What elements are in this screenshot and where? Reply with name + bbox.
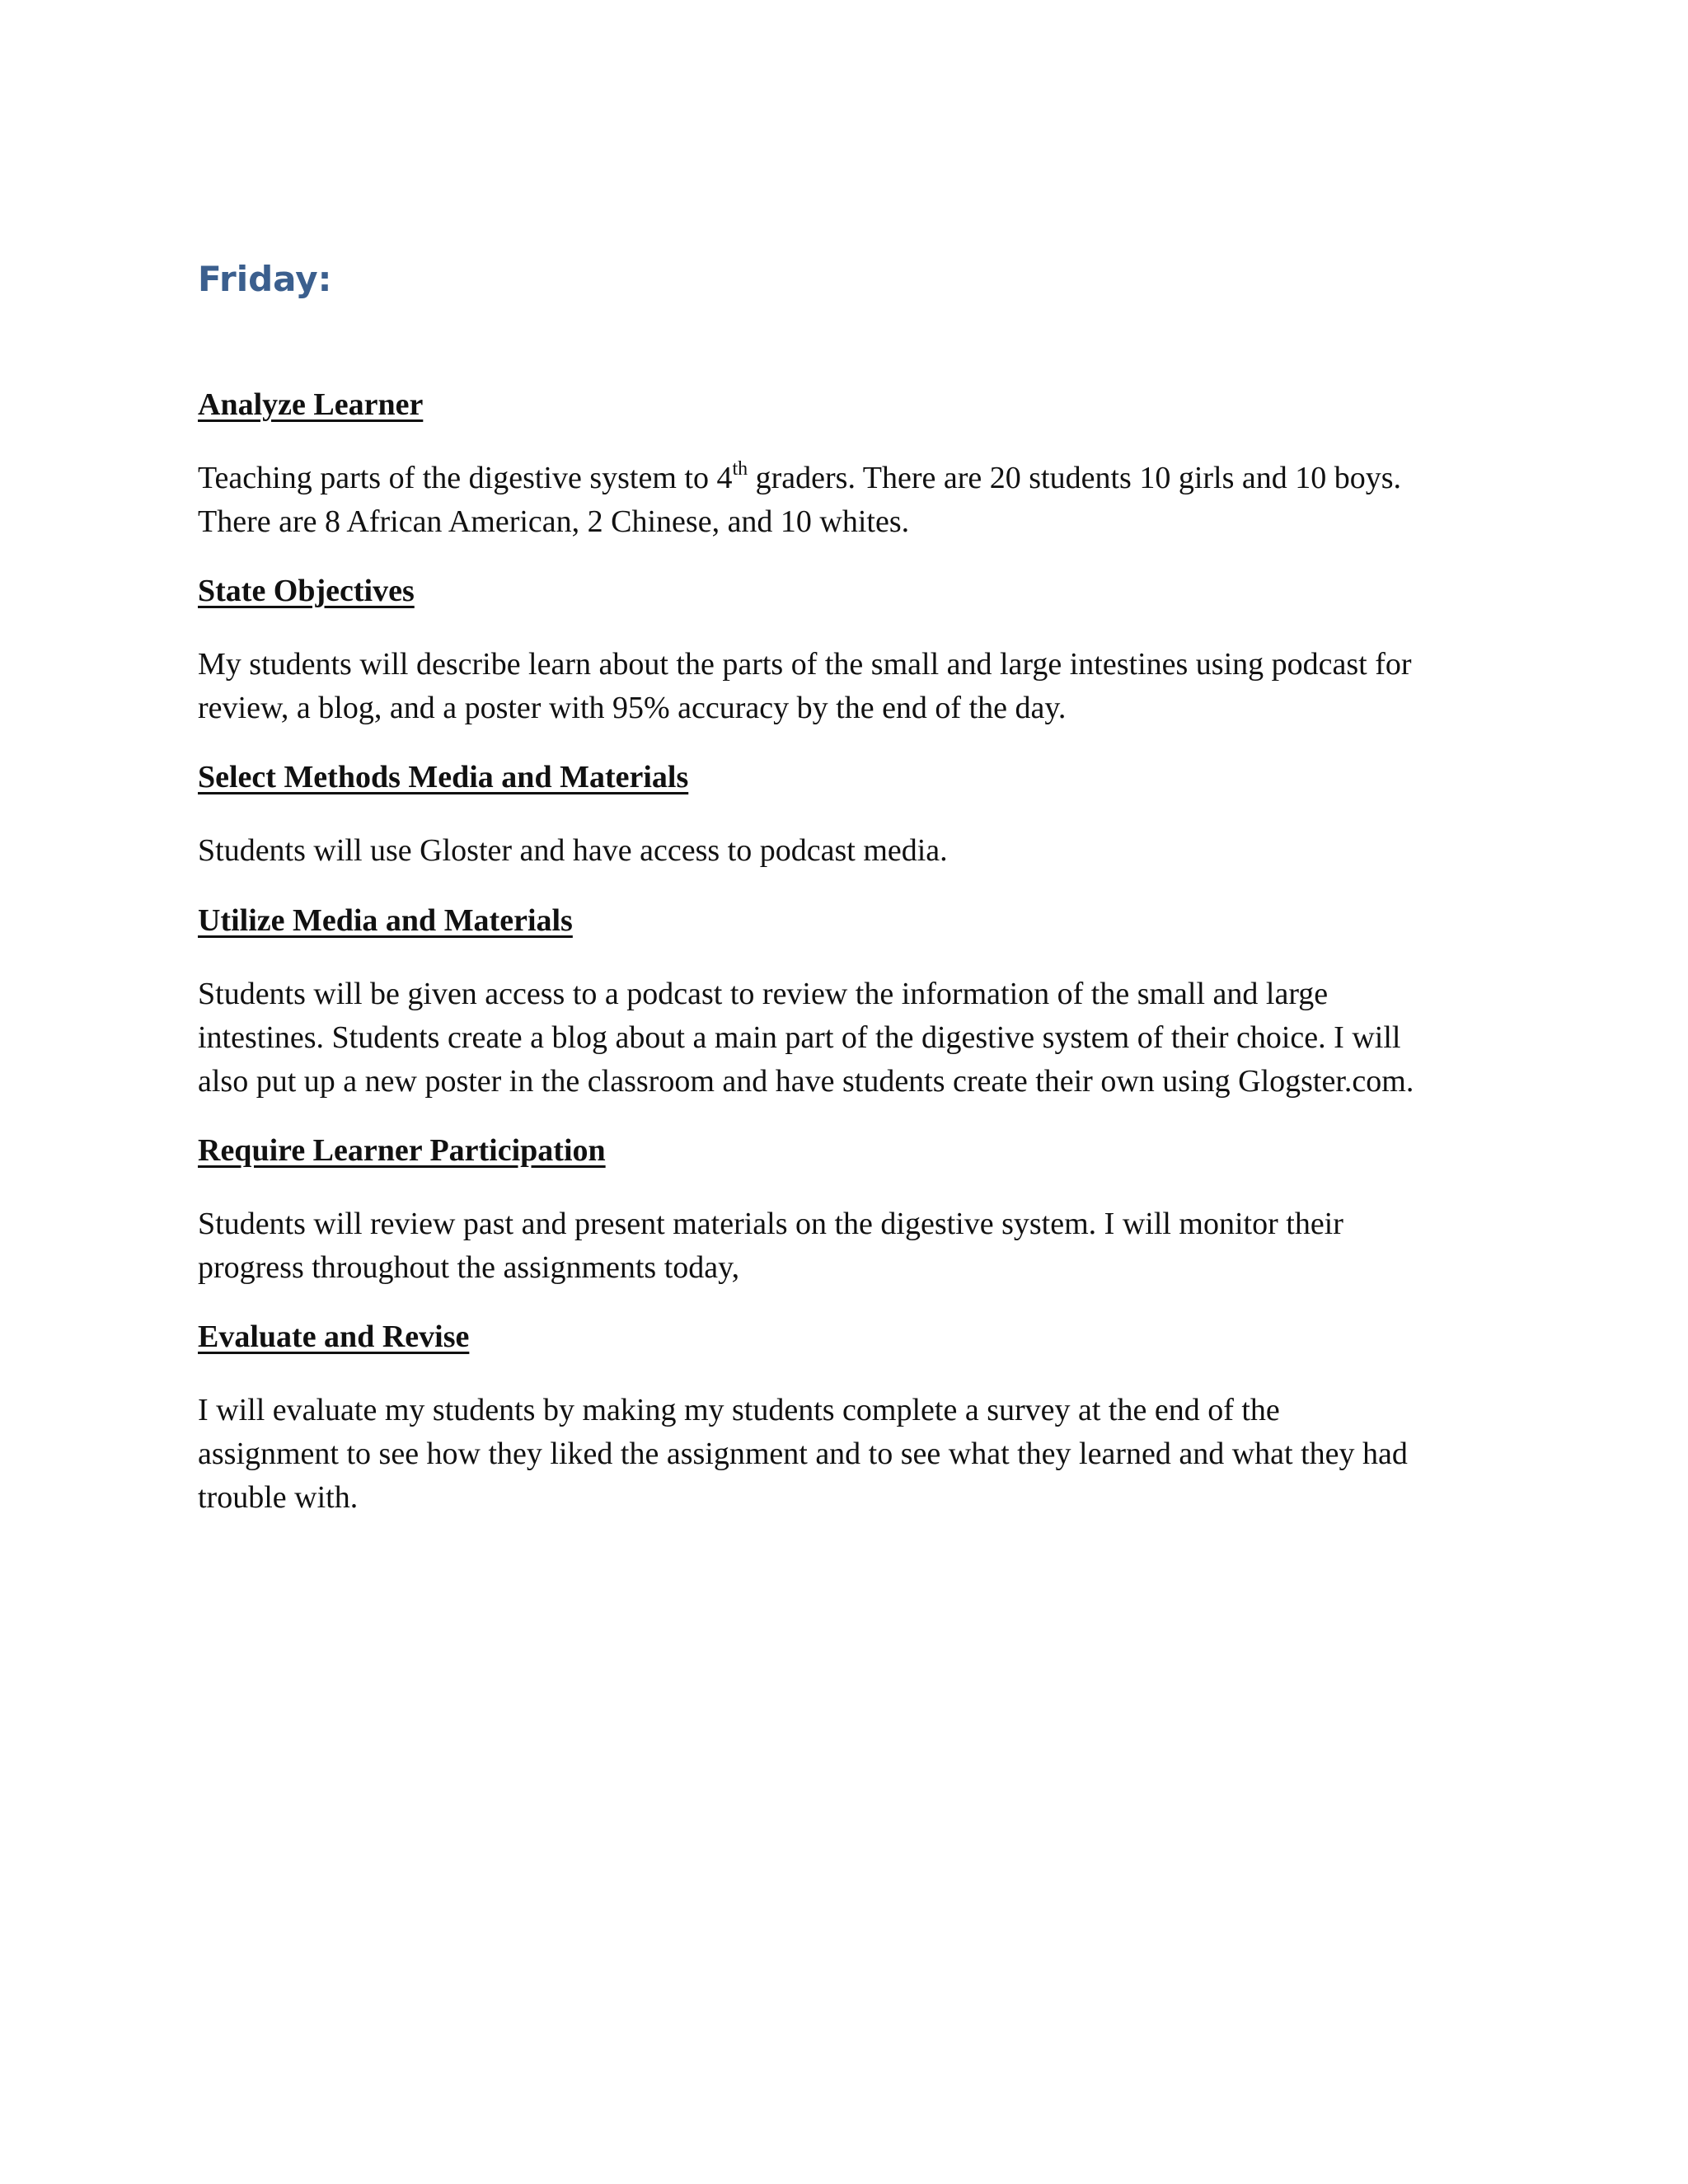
- section-paragraph: [198, 643, 1500, 730]
- day-title: Friday:: [198, 259, 332, 299]
- paragraph-line: Students will review past and present materials on the digestive system. I will monitor their: [198, 1207, 1343, 1241]
- section-paragraph: [198, 457, 1500, 544]
- section-heading: Analyze Learner: [198, 387, 424, 422]
- paragraph-line: My students will describe learn about the parts of the small and large intestines using podcast for: [198, 647, 1412, 682]
- section-evaluate-revise: [198, 1321, 1500, 1520]
- section-select-methods: [198, 762, 1500, 873]
- section-heading: State Objectives: [198, 574, 415, 608]
- section-state-objectives: [198, 575, 1500, 730]
- paragraph-line: [198, 457, 1500, 500]
- paragraph-line: trouble with.: [198, 1480, 359, 1515]
- ordinal-superscript: th: [732, 458, 748, 480]
- line-text: graders. There are 20 students 10 girls and 10 boys.: [748, 461, 1402, 495]
- paragraph-line: intestines. Students create a blog about a main part of the digestive system of their choice. I will: [198, 1020, 1401, 1055]
- section-heading: Select Methods Media and Materials: [198, 760, 689, 794]
- paragraph-line: There are 8 African American, 2 Chinese, and 10 whites.: [198, 504, 910, 539]
- paragraph-line: review, a blog, and a poster with 95% accuracy by the end of the day.: [198, 691, 1067, 725]
- line-text: Teaching parts of the digestive system to 4: [198, 461, 733, 495]
- paragraph-line: assignment to see how they liked the assignment and to see what they learned and what they had: [198, 1436, 1408, 1471]
- paragraph-line: Students will use Gloster and have access to podcast media.: [198, 833, 948, 868]
- section-paragraph: [198, 972, 1500, 1104]
- paragraph-line: Students will be given access to a podcast to review the information of the small and large: [198, 977, 1329, 1011]
- section-require-participation: [198, 1135, 1500, 1290]
- paragraph-line: progress throughout the assignments today,: [198, 1250, 740, 1285]
- paragraph-line: also put up a new poster in the classroom and have students create their own using Glogster.com.: [198, 1064, 1414, 1099]
- section-paragraph: [198, 829, 1500, 873]
- paragraph-line: I will evaluate my students by making my students complete a survey at the end of the: [198, 1393, 1280, 1427]
- section-heading: Evaluate and Revise: [198, 1319, 470, 1354]
- section-utilize-media: [198, 905, 1500, 1104]
- section-heading: Utilize Media and Materials: [198, 903, 573, 938]
- section-paragraph: [198, 1202, 1500, 1290]
- section-heading: Require Learner Participation: [198, 1133, 606, 1168]
- section-paragraph: [198, 1389, 1500, 1520]
- section-analyze-learner: [198, 389, 1500, 544]
